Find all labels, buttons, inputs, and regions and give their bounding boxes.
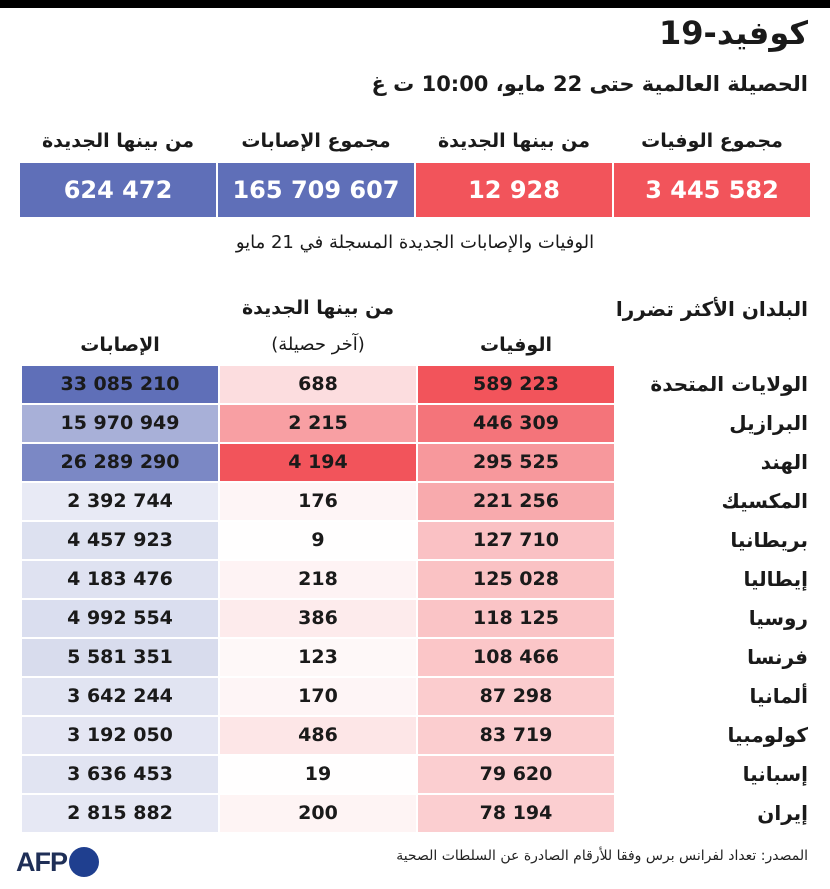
cases-new-label: من بينها الجديدة xyxy=(41,130,195,152)
new-deaths-cell: 4 194 xyxy=(220,444,416,481)
country-name: إيران xyxy=(757,801,808,825)
country-name: إيطاليا xyxy=(743,567,808,591)
new-deaths-cell: 9 xyxy=(220,522,416,559)
new-deaths-cell: 170 xyxy=(220,678,416,715)
deaths-cell: 127 710 xyxy=(418,522,614,559)
deaths-new-label: من بينها الجديدة xyxy=(437,130,591,152)
cases-new-value: 624 472 xyxy=(20,163,216,217)
country-name: الولايات المتحدة xyxy=(650,372,808,396)
new-deaths-cell: 123 xyxy=(220,639,416,676)
deaths-column-header: الوفيات xyxy=(480,334,552,356)
new-counts-note: الوفيات والإصابات الجديدة المسجلة في 21 مايو xyxy=(235,232,595,253)
cases-cell: 4 183 476 xyxy=(22,561,218,598)
new-deaths-cell: 19 xyxy=(220,756,416,793)
deaths-cell: 446 309 xyxy=(418,405,614,442)
cases-total-value: 165 709 607 xyxy=(218,163,414,217)
country-name: فرنسا xyxy=(747,645,808,669)
country-name: كولومبيا xyxy=(727,723,808,747)
country-name: بريطانيا xyxy=(730,528,808,552)
deaths-cell: 118 125 xyxy=(418,600,614,637)
deaths-cell: 589 223 xyxy=(418,366,614,403)
source-note: المصدر: تعداد لفرانس برس وفقا للأرقام الصادرة عن السلطات الصحية xyxy=(396,848,808,864)
afp-logo-text: AFP xyxy=(16,846,67,877)
new-deaths-cell: 688 xyxy=(220,366,416,403)
cases-cell: 2 392 744 xyxy=(22,483,218,520)
new-deaths-cell: 486 xyxy=(220,717,416,754)
cases-cell: 2 815 882 xyxy=(22,795,218,832)
deaths-cell: 295 525 xyxy=(418,444,614,481)
country-name: روسيا xyxy=(748,606,808,630)
afp-logo xyxy=(16,846,99,878)
cases-cell: 33 085 210 xyxy=(22,366,218,403)
new-column-subheader: (آخر حصيلة) xyxy=(271,334,365,355)
country-name: البرازيل xyxy=(729,411,808,435)
page-title: كوفيد-19 xyxy=(659,14,808,52)
new-deaths-cell: 218 xyxy=(220,561,416,598)
country-name: الهند xyxy=(760,450,808,474)
deaths-cell: 221 256 xyxy=(418,483,614,520)
deaths-cell: 83 719 xyxy=(418,717,614,754)
cases-cell: 5 581 351 xyxy=(22,639,218,676)
new-column-header: من بينها الجديدة xyxy=(241,297,395,319)
cases-cell: 3 642 244 xyxy=(22,678,218,715)
deaths-cell: 78 194 xyxy=(418,795,614,832)
cases-column-header: الإصابات xyxy=(80,334,160,356)
cases-cell: 3 192 050 xyxy=(22,717,218,754)
new-deaths-cell: 176 xyxy=(220,483,416,520)
new-deaths-cell: 2 215 xyxy=(220,405,416,442)
country-name: إسبانيا xyxy=(742,762,808,786)
afp-logo-dot-icon xyxy=(69,847,99,877)
deaths-total-label: مجموع الوفيات xyxy=(641,130,783,152)
cases-cell: 26 289 290 xyxy=(22,444,218,481)
deaths-cell: 87 298 xyxy=(418,678,614,715)
cases-cell: 4 457 923 xyxy=(22,522,218,559)
country-name: ألمانيا xyxy=(749,684,808,708)
cases-total-label: مجموع الإصابات xyxy=(241,130,391,152)
new-deaths-cell: 386 xyxy=(220,600,416,637)
cases-cell: 3 636 453 xyxy=(22,756,218,793)
country-name: المكسيك xyxy=(721,489,808,513)
deaths-total-value: 3 445 582 xyxy=(614,163,810,217)
deaths-new-value: 12 928 xyxy=(416,163,612,217)
deaths-cell: 108 466 xyxy=(418,639,614,676)
page-subtitle: الحصيلة العالمية حتى 22 مايو، 10:00 ت غ xyxy=(371,72,808,96)
cases-cell: 4 992 554 xyxy=(22,600,218,637)
cases-cell: 15 970 949 xyxy=(22,405,218,442)
deaths-cell: 125 028 xyxy=(418,561,614,598)
new-deaths-cell: 200 xyxy=(220,795,416,832)
table-title: البلدان الأكثر تضررا xyxy=(615,297,808,321)
deaths-cell: 79 620 xyxy=(418,756,614,793)
